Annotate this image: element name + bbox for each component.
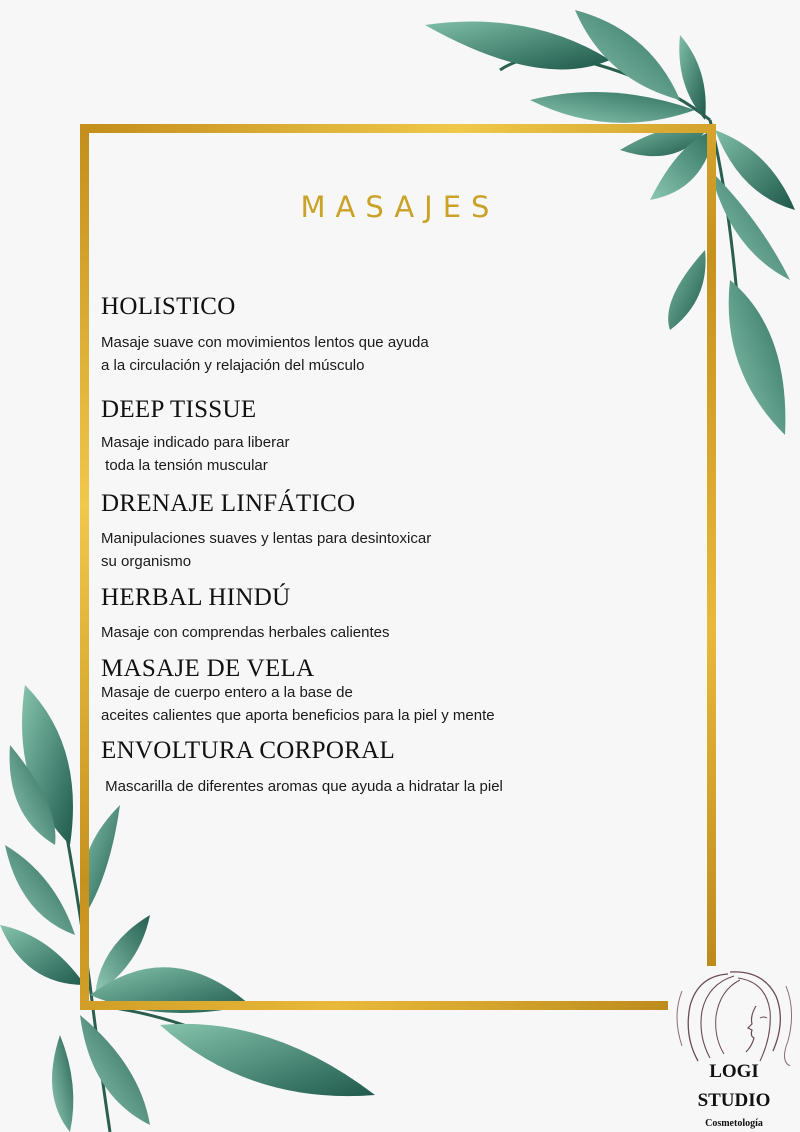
logo-line-2: STUDIO — [697, 1090, 771, 1111]
studio-logo — [668, 966, 800, 1132]
service-title-drenaje-linfatico: DRENAJE LINFÁTICO — [101, 490, 356, 517]
service-title-envoltura-corporal: ENVOLTURA CORPORAL — [101, 737, 396, 764]
service-desc-envoltura-corporal: Mascarilla de diferentes aromas que ayuda a hidratar la piel — [101, 778, 503, 795]
service-desc-holistico: Masaje suave con movimientos lentos que ayuda a la circulación y relajación del músculo — [101, 334, 429, 374]
service-title-masaje-de-vela: MASAJE DE VELA — [101, 655, 315, 682]
service-desc-herbal-hindu: Masaje con comprendas herbales calientes — [101, 624, 390, 641]
service-title-deep-tissue: DEEP TISSUE — [101, 396, 257, 423]
service-title-holistico: HOLISTICO — [101, 293, 236, 320]
service-desc-masaje-de-vela: Masaje de cuerpo entero a la base de aceites calientes que aporta beneficios para la piel y mente — [101, 684, 495, 724]
page-title: MASAJES — [300, 190, 500, 224]
service-desc-drenaje-linfatico: Manipulaciones suaves y lentas para desintoxicar su organismo — [101, 530, 432, 570]
logo-line-3: Cosmetología — [705, 1118, 763, 1129]
service-desc-deep-tissue: Masaje indicado para liberar toda la tensión muscular — [101, 434, 290, 474]
logo-line-1: LOGI — [709, 1061, 759, 1082]
woman-profile-icon — [668, 966, 800, 1066]
service-title-herbal-hindu: HERBAL HINDÚ — [101, 584, 291, 611]
